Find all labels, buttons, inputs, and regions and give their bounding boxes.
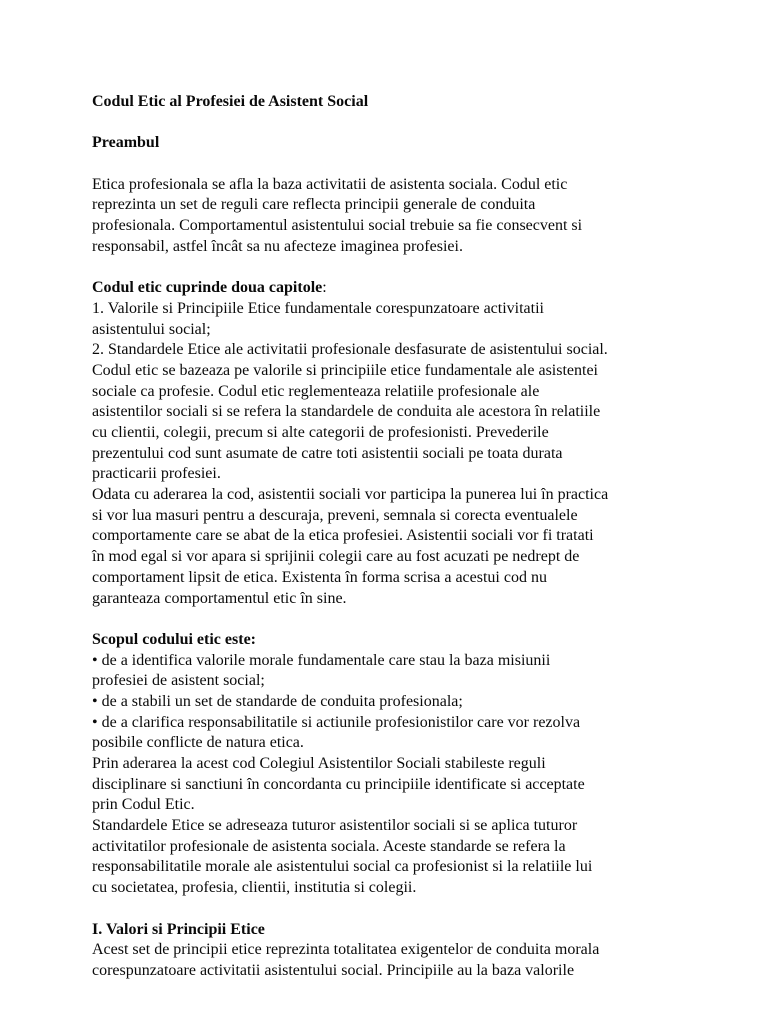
text-line: practicarii profesiei. [92, 465, 221, 483]
section-heading-preambul: Preambul [92, 134, 160, 152]
bullet-line: • de a stabili un set de standarde de conduita profesionala; [92, 692, 463, 710]
text-line: comportament lipsit de etica. Existenta în forma scrisa a acestui cod nu [92, 568, 547, 586]
text-line: reprezinta un set de reguli care reflecta principii generale de conduita [92, 196, 536, 214]
text-line: sociale ca profesie. Codul etic reglementeaza relatiile profesionale ale [92, 382, 540, 400]
text-line: activitatilor profesionale de asistenta sociala. Aceste standarde se refera la [92, 837, 566, 855]
paragraph-spacer [92, 258, 752, 279]
text-line: în mod egal si vor apara si sprijinii colegii care au fost acuzati pe nedrept de [92, 548, 580, 566]
text-line: corespunzatoare activitatii asistentului social. Principiile au la baza valorile [92, 961, 575, 979]
paragraph-spacer [92, 609, 752, 630]
text-line: asistentului social; [92, 320, 211, 338]
section-heading-chapters [92, 278, 752, 299]
text-line: Etica profesionala se afla la baza activitatii de asistenta sociala. Codul etic [92, 175, 568, 193]
paragraph-spacer [92, 899, 752, 920]
text-line: garanteaza comportamentul etic în sine. [92, 589, 347, 607]
text-line: cu clientii, colegii, precum si alte categorii de profesionisti. Prevederile [92, 424, 549, 441]
text-line: prin Codul Etic. [92, 796, 195, 814]
text-line: profesionala. Comportamentul asistentului social trebuie sa fie consecvent si [92, 217, 583, 235]
text-line: cu societatea, profesia, clientii, institutia si colegii. [92, 879, 417, 897]
bullet-line: • de a clarifica responsabilitatile si actiunile profesionistilor care vor rezolva [92, 713, 581, 731]
text-line: Acest set de principii etice reprezinta totalitatea exigentelor de conduita morala [92, 941, 600, 959]
text-line: 1. Valorile si Principiile Etice fundamentale corespunzatoare activitatii [92, 299, 544, 317]
text-line: Odata cu aderarea la cod, asistentii sociali vor participa la punerea lui în practica [92, 486, 609, 504]
chapters-heading-text: Codul etic cuprinde doua capitole [92, 279, 323, 297]
text-line: Standardele Etice se adreseaza tuturor asistentilor sociali si se aplica tuturor [92, 817, 578, 835]
text-line: asistentilor sociali si se refera la standardele de conduita ale acestora în relatiile [92, 403, 601, 421]
section-heading-values: I. Valori si Principii Etice [92, 920, 265, 938]
text-line: 2. Standardele Etice ale activitatii profesionale desfasurate de asistentului social. [92, 341, 608, 359]
text-line: profesiei de asistent social; [92, 672, 265, 690]
text-line: responsabil, astfel încât sa nu afecteze imaginea profesiei. [92, 237, 463, 255]
text-line: Codul etic se bazeaza pe valorile si principiile etice fundamentale ale asistentei [92, 361, 598, 379]
text-line: Prin aderarea la acest cod Colegiul Asistentilor Sociali stabileste reguli [92, 755, 546, 772]
bullet-line: • de a identifica valorile morale fundamentale care stau la baza misiunii [92, 651, 551, 669]
text-line: comportamente care se abat de la etica profesiei. Asistentii sociali vor fi tratati [92, 527, 594, 545]
text-line: responsabilitatile morale ale asistentului social ca profesionist si la relatiile lui [92, 858, 593, 876]
text-line: prezentului cod sunt asumate de catre toti asistentii sociali pe toata durata [92, 444, 563, 462]
text-line: posibile conflicte de natura etica. [92, 734, 304, 752]
document-page [92, 92, 752, 982]
paragraph-spacer [92, 113, 752, 134]
text-line: disciplinare si sanctiuni în concordanta cu principiile identificate si acceptate [92, 775, 585, 793]
text-line: si vor lua masuri pentru a descuraja, preveni, semnala si corecta eventualele [92, 506, 578, 524]
document-title: Codul Etic al Profesiei de Asistent Social [92, 93, 369, 110]
chapters-heading-colon: : [322, 279, 327, 297]
paragraph-spacer [92, 154, 752, 175]
section-heading-purpose: Scopul codului etic este: [92, 630, 256, 648]
